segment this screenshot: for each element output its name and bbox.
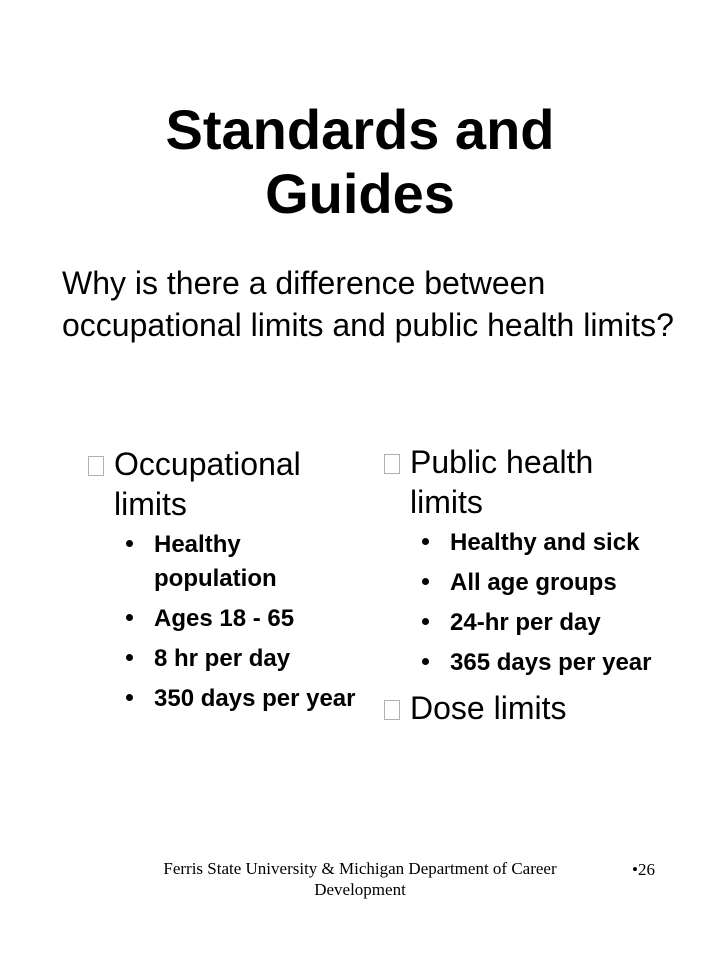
- public-health-column: [384, 442, 674, 728]
- list-item: [88, 528, 358, 596]
- bullet-icon: [422, 618, 429, 625]
- title-line-2: Guides: [265, 162, 455, 225]
- box-bullet-icon: [384, 700, 400, 720]
- question-text: Why is there a difference between occupational limits and public health limits?: [62, 265, 674, 343]
- occupational-heading-item: [88, 444, 358, 524]
- list-item-text: Ages 18 - 65: [154, 605, 295, 632]
- bullet-icon: [126, 694, 133, 701]
- list-item: [88, 682, 358, 716]
- dose-limits-item: [384, 688, 674, 728]
- page-number: •26: [632, 860, 655, 879]
- public-health-heading-item: [384, 442, 674, 522]
- occupational-heading: Occupational limits: [114, 446, 301, 522]
- list-item-text: 24-hr per day: [450, 609, 601, 636]
- slide-title: [0, 98, 720, 226]
- occupational-column: [88, 444, 358, 722]
- list-item-text: 365 days per year: [450, 649, 652, 676]
- bullet-icon: [126, 654, 133, 661]
- bullet-icon: [126, 540, 133, 547]
- bullet-icon: [126, 614, 133, 621]
- box-bullet-icon: [88, 456, 104, 476]
- bullet-icon: [422, 658, 429, 665]
- list-item: [384, 566, 674, 600]
- list-item-text: Healthy population: [154, 531, 277, 592]
- occupational-list: [88, 528, 358, 716]
- list-item-text: Healthy and sick: [450, 529, 640, 556]
- footer-text: Ferris State University & Michigan Department of Career Development: [163, 859, 557, 899]
- list-item-text: 8 hr per day: [154, 645, 291, 672]
- bullet-icon: [422, 538, 429, 545]
- list-item: [384, 526, 674, 560]
- list-item: [88, 602, 358, 636]
- list-item: [88, 642, 358, 676]
- list-item-text: All age groups: [450, 569, 617, 596]
- dose-limits-text: Dose limits: [410, 690, 567, 726]
- box-bullet-icon: [384, 454, 400, 474]
- public-health-list: [384, 526, 674, 680]
- bullet-icon: [422, 578, 429, 585]
- list-item-text: 350 days per year: [154, 685, 356, 712]
- public-health-heading: Public health limits: [410, 444, 594, 520]
- list-item: [384, 606, 674, 640]
- title-line-1: Standards and: [165, 98, 555, 161]
- list-item: [384, 646, 674, 680]
